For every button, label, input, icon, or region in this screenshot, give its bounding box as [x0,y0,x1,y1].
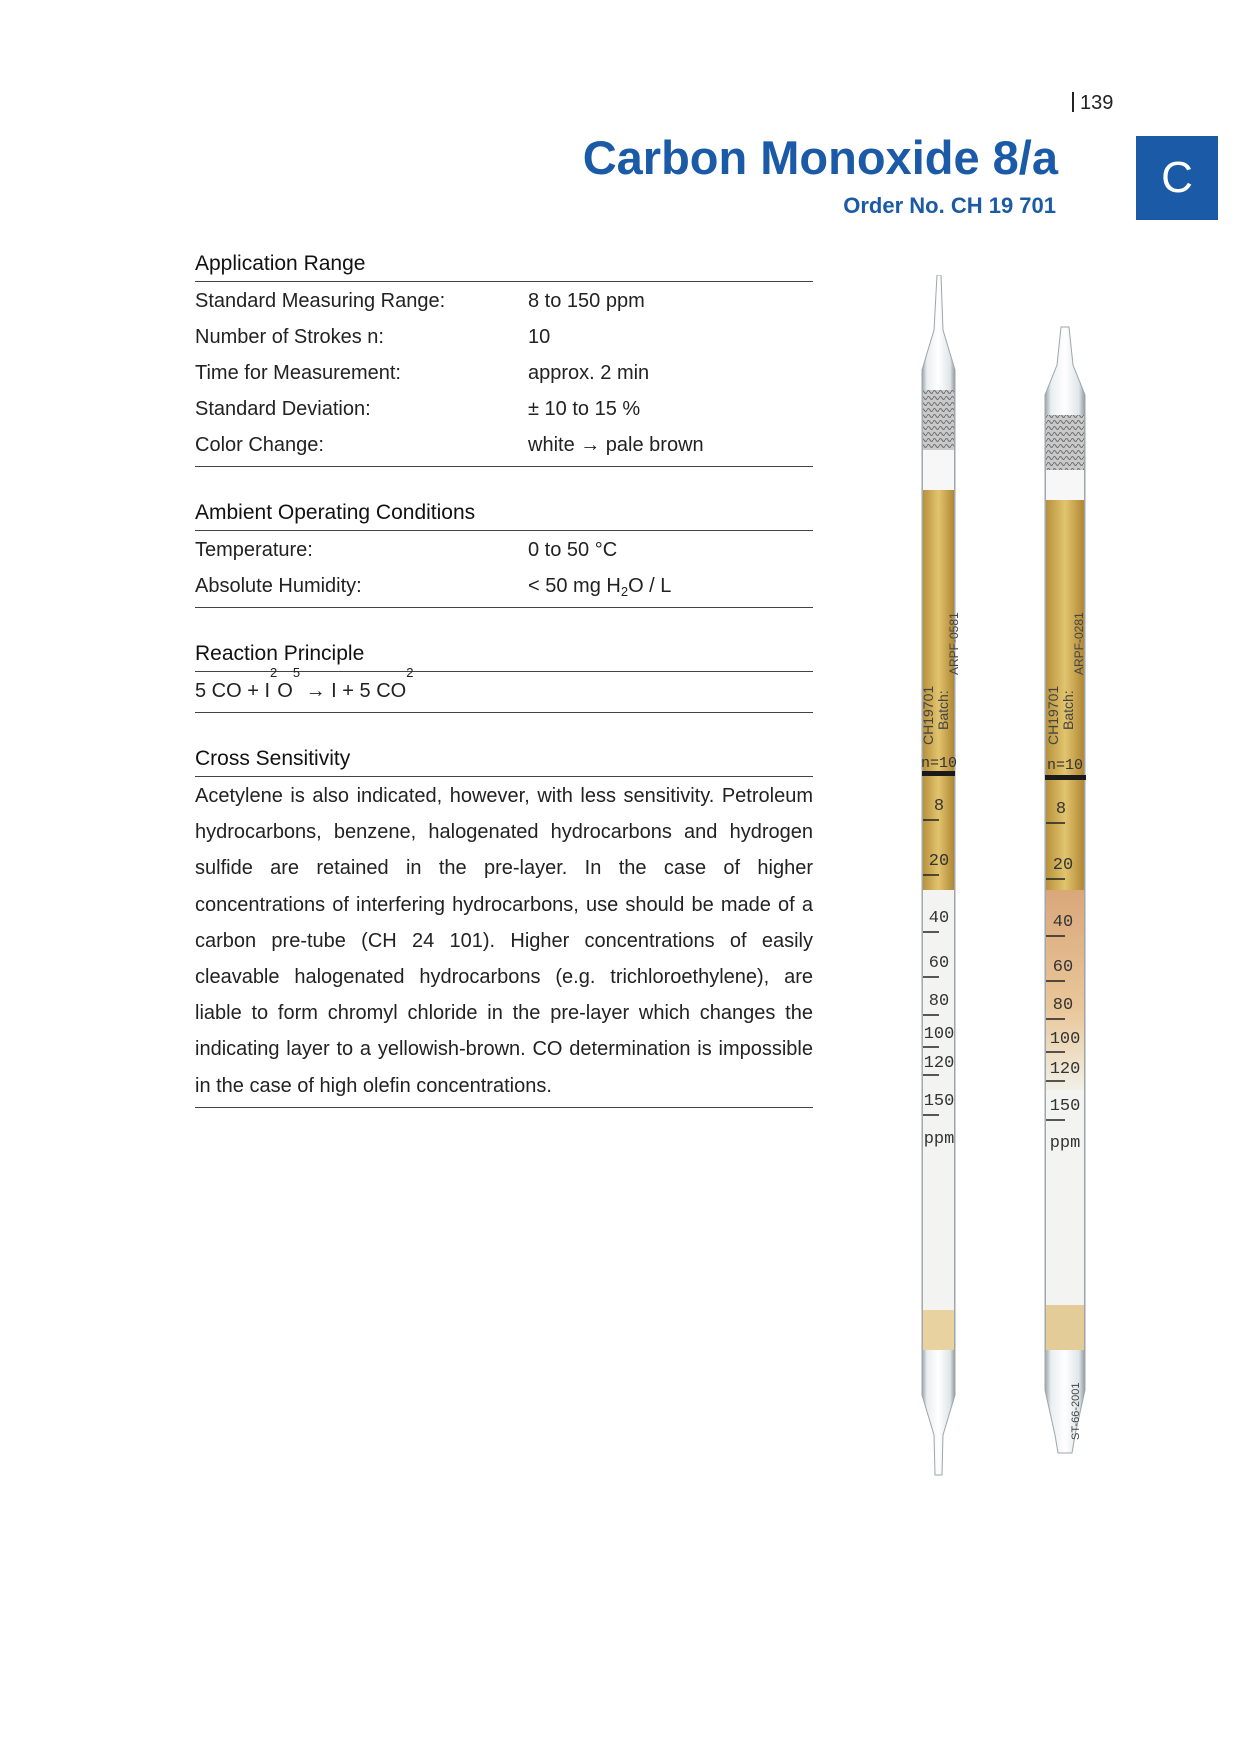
application-range-section [195,252,813,467]
content [195,252,813,1142]
humidity-subscript: 2 [620,584,629,599]
tube-2-batch-print: Batch: [1060,690,1076,730]
table-row [195,568,813,604]
tube-2-unit-label: ppm [1049,1134,1081,1153]
tube-1-scale-label: 40 [928,909,950,928]
formula-subscript: 2 [406,665,414,680]
tube-1-strokes-label: n=10 [920,755,958,772]
tube-2-scale-label: 40 [1052,913,1074,932]
table-row [195,391,813,427]
tube-1-scale-label: 8 [933,797,945,816]
tube-2-scale-label: 100 [1049,1030,1081,1049]
table-row [195,532,813,568]
tube-1-batch-print: Batch: [935,690,951,730]
tube-1-scale-label: 20 [928,852,950,871]
row-label: Time for Measurement: [195,362,401,384]
row-value: white → pale brown [528,434,704,456]
page-number-text: 139 [1080,92,1114,114]
row-value: ± 10 to 15 % [528,398,641,420]
tube-2-scale-label: 80 [1052,996,1074,1015]
row-value: 8 to 150 ppm [528,290,645,312]
page-number [1072,92,1113,115]
row-label: Number of Strokes n: [195,326,384,348]
formula-part: 5 CO + I [195,680,271,702]
cross-sensitivity-text: Acetylene is also indicated, however, with less sensitivity. Petroleum hydrocarbons, benzene, halogenated hydrocarbons and hydrogen sulfide are retained in the pre-layer. In the case of higher concentrations of interfering hydrocarbons, use should be made of a carbon pre-tube (CH 24 101). Higher concentrations of easily cleavable halogenated hydrocarbons (e.g. trichloroethylene), are liable to form chromyl chloride in the pre-layer which changes the indicating layer to a yellowish-brown. CO determination is impossible in the case of high olefin concentrations. [195,785,813,1097]
reaction-formula [195,665,813,709]
tube-2-strokes-label: n=10 [1046,757,1084,774]
row-label: Temperature: [195,539,313,561]
tube-2-scale-label: 8 [1055,800,1067,819]
row-value: approx. 2 min [528,362,650,384]
cross-sensitivity-section [195,747,813,1108]
tube-1-scale-label: 120 [923,1054,955,1073]
tube-1-scale-label: 80 [928,992,950,1011]
tube-1-batch-number: ARPF-0581 [947,612,961,675]
ambient-conditions-table [195,531,813,608]
section-tab[interactable]: C [1136,136,1218,220]
table-row [195,427,813,463]
tube-1-order-print: CH19701 [920,685,936,745]
section-heading: Cross Sensitivity [195,747,813,777]
formula-part: O [277,680,293,702]
tube-1-scale-label: 100 [923,1025,955,1044]
order-number: Order No. CH 19 701 [843,193,1056,218]
section-heading: Reaction Principle [195,642,813,672]
section-heading: Application Range [195,252,813,282]
table-row [195,355,813,391]
formula-subscript: 5 [292,665,301,680]
section-heading: Ambient Operating Conditions [195,501,813,531]
detector-tube-1 [920,275,961,1475]
detector-tube-2 [1045,327,1086,1453]
formula-part: → I + 5 CO [300,680,407,702]
tube-2-scale-label: 150 [1049,1097,1081,1116]
table-row [195,319,813,355]
cross-sensitivity-body [195,777,813,1108]
tube-2-scale-label: 120 [1049,1060,1081,1079]
page-title: Carbon Monoxide 8/a [582,131,1058,184]
detector-tubes-photo [855,275,1115,1505]
tube-2-order-print: CH19701 [1045,685,1061,745]
humidity-prefix: < 50 mg H [528,575,621,597]
formula-subscript: 2 [270,665,278,680]
tube-2-batch-number: ARPF-0281 [1072,612,1086,675]
tube-2-scale-label: 60 [1052,958,1074,977]
reaction-principle-section [195,642,813,713]
row-value: 10 [528,326,551,348]
tube-1-unit-label: ppm [923,1130,955,1149]
row-value [528,568,813,604]
tube-2-scale-label: 20 [1052,856,1074,875]
row-label: Standard Deviation: [195,398,371,420]
humidity-suffix: O / L [628,575,672,597]
row-label: Color Change: [195,434,324,456]
application-range-table [195,282,813,467]
image-credit: ST-66-2001 [1070,1382,1082,1440]
row-label: Standard Measuring Range: [195,290,446,312]
table-row [195,283,813,319]
tube-1-scale-label: 60 [928,954,950,973]
tube-1-scale-label: 150 [923,1092,955,1111]
row-value: 0 to 50 °C [528,539,618,561]
ambient-conditions-section [195,501,813,608]
reaction-formula-box [195,665,813,713]
row-label: Absolute Humidity: [195,575,362,597]
